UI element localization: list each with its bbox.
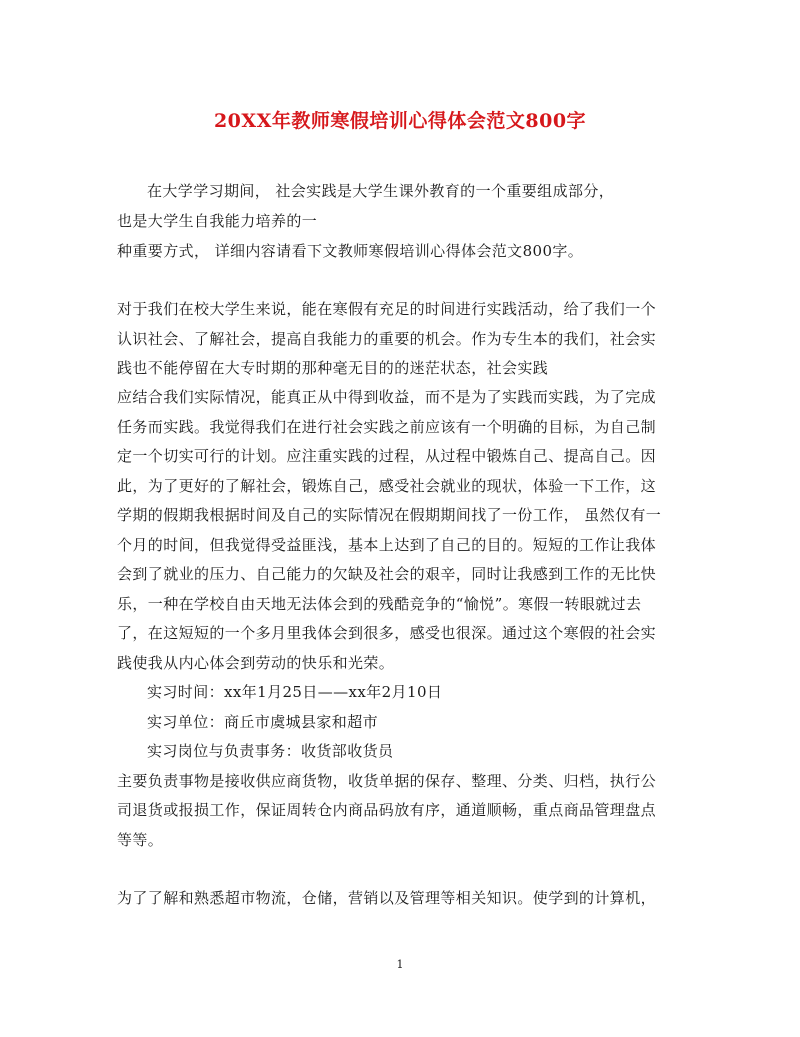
body-line: 认识社会、了解社会，提高自我能力的重要的机会。作为专生本的我们，社会实	[117, 330, 657, 348]
duties-line: 司退货或报损工作，保证周转仓内商品码放有序，通道顺畅，重点商品管理盘点	[117, 801, 657, 819]
body-line: 会到了就业的压力、自己能力的欠缺及社会的艰辛，同时让我感到工作的无比快	[117, 565, 657, 583]
body-line: 对于我们在校大学生来说，能在寒假有充足的时间进行实践活动，给了我们一个	[117, 300, 657, 318]
body-line: 应结合我们实际情况，能真正从中得到收益，而不是为了实践而实践，为了完成	[117, 388, 657, 406]
closing-line: 为了了解和熟悉超市物流，仓储，营销以及管理等相关知识。使学到的计算机，	[117, 889, 657, 907]
body-line: 定一个切实可行的计划。应注重实践的过程，从过程中锻炼自己、提高自己。因	[117, 447, 657, 465]
duties-line: 等等。	[117, 831, 164, 849]
duties-line: 主要负责事物是接收供应商货物，收货单据的保存、整理、分类、归档，执行公	[117, 772, 657, 790]
body-line: 了，在这短短的一个多月里我体会到很多，感受也很深。通过这个寒假的社会实	[117, 624, 657, 642]
intro-line: 在大学学习期间， 社会实践是大学生课外教育的一个重要组成部分，	[147, 182, 615, 200]
body-line: 个月的时间，但我觉得受益匪浅，基本上达到了自己的目的。短短的工作让我体	[117, 536, 657, 554]
page-number: 1	[396, 958, 404, 971]
intro-line: 种重要方式， 详细内容请看下文教师寒假培训心得体会范文800字。	[117, 242, 584, 260]
body-line: 任务而实践。我觉得我们在进行社会实践之前应该有一个明确的目标，为自己制	[117, 418, 657, 436]
detail-line: 实习单位：商丘市虞城县家和超市	[147, 713, 379, 731]
body-line: 此，为了更好的了解社会，锻炼自己，感受社会就业的现状，体验一下工作，这	[117, 477, 657, 495]
body-line: 践也不能停留在大专时期的那种毫无目的的迷茫状态，社会实践	[117, 359, 549, 377]
detail-line: 实习岗位与负责事务：收货部收货员	[147, 742, 394, 760]
body-line: 乐，一种在学校自由天地无法体会到的残酷竞争的“愉悦”。寒假一转眼就过去	[117, 595, 642, 613]
intro-line: 也是大学生自我能力培养的一	[117, 212, 318, 230]
body-line: 学期的假期我根据时间及自己的实际情况在假期期间找了一份工作， 虽然仅有一	[117, 506, 662, 524]
detail-line: 实习时间：xx年1月25日——xx年2月10日	[147, 683, 443, 701]
body-line: 践使我从内心体会到劳动的快乐和光荣。	[117, 654, 395, 672]
document-title: 20XX年教师寒假培训心得体会范文800字	[213, 110, 587, 132]
